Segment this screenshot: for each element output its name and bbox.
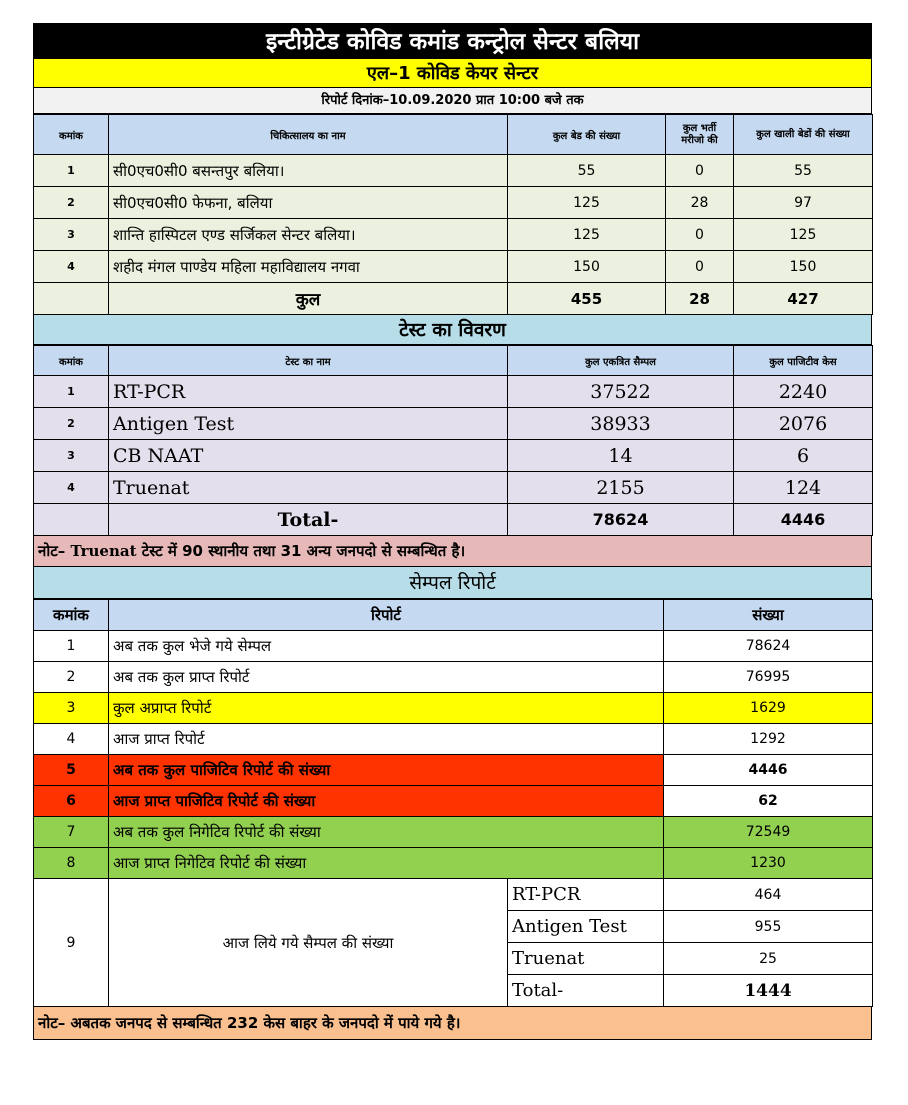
row-sno: 3 (34, 219, 109, 251)
table-row (34, 251, 873, 283)
report-value: 1629 (664, 693, 873, 724)
col-header-admitted: कुल भर्ती मरीजो की (666, 115, 734, 155)
test-name: Antigen Test (109, 408, 508, 440)
tests-table-header (34, 346, 873, 376)
hospital-name: शहीद मंगल पाण्डेय महिला महाविद्यालय नगवा (109, 251, 508, 283)
test-name: RT-PCR (109, 376, 508, 408)
report-label: अब तक कुल भेजे गये सेम्पल (109, 631, 664, 662)
row-sno: 4 (34, 724, 109, 755)
sample-report-table (33, 599, 873, 1007)
table-row (34, 786, 873, 817)
total-samples: 78624 (508, 504, 734, 536)
today-test-value: 25 (664, 943, 873, 975)
total-beds: 455 (508, 283, 666, 315)
report-value: 62 (664, 786, 873, 817)
samples-count: 37522 (508, 376, 734, 408)
table-row (34, 376, 873, 408)
tests-section-title: टेस्ट का विवरण (33, 315, 872, 345)
test-name: Truenat (109, 472, 508, 504)
report-value: 1230 (664, 848, 873, 879)
vacant-count: 150 (734, 251, 873, 283)
table-row (34, 817, 873, 848)
col-header-samples: कुल एकत्रित सैम्पल (508, 346, 734, 376)
col-header-sno: कमांक (34, 346, 109, 376)
table-row (34, 219, 873, 251)
admitted-count: 0 (666, 251, 734, 283)
row-sno: 1 (34, 155, 109, 187)
total-positive: 4446 (734, 504, 873, 536)
col-header-hospital: चिकित्सालय का नाम (109, 115, 508, 155)
row-sno: 1 (34, 631, 109, 662)
today-samples-label: आज लिये गये सैम्पल की संख्या (109, 879, 508, 1007)
samples-count: 2155 (508, 472, 734, 504)
table-row (34, 848, 873, 879)
table-row (34, 187, 873, 219)
beds-count: 125 (508, 219, 666, 251)
note-prefix: नोट– (38, 542, 66, 560)
row-sno: 2 (34, 408, 109, 440)
total-blank (34, 283, 109, 315)
table-row (34, 408, 873, 440)
vacant-count: 97 (734, 187, 873, 219)
table-row (34, 155, 873, 187)
hospital-name: सी0एच0सी0 बसन्तपुर बलिया। (109, 155, 508, 187)
note-test-name: Truenat (70, 542, 137, 560)
today-test-value: 464 (664, 879, 873, 911)
admitted-count: 0 (666, 219, 734, 251)
total-label: Total- (109, 504, 508, 536)
total-vacant: 427 (734, 283, 873, 315)
report-label: आज प्राप्त निगेटिव रिपोर्ट की संख्या (109, 848, 664, 879)
total-admitted: 28 (666, 283, 734, 315)
col-header-vacant: कुल खाली बेडों की संख्या (734, 115, 873, 155)
samples-count: 38933 (508, 408, 734, 440)
table-row (34, 440, 873, 472)
beds-count: 125 (508, 187, 666, 219)
table-row (34, 724, 873, 755)
beds-count: 150 (508, 251, 666, 283)
vacant-count: 55 (734, 155, 873, 187)
admitted-count: 0 (666, 155, 734, 187)
col-header-sno: कमांक (34, 600, 109, 631)
positive-count: 2076 (734, 408, 873, 440)
row-sno: 5 (34, 755, 109, 786)
samples-count: 14 (508, 440, 734, 472)
col-header-count: संख्या (664, 600, 873, 631)
covid-report-sheet (33, 23, 872, 1040)
report-label: अब तक कुल पाजिटिव रिपोर्ट की संख्या (109, 755, 664, 786)
report-label: आज प्राप्त रिपोर्ट (109, 724, 664, 755)
table-row (34, 693, 873, 724)
row-sno: 8 (34, 848, 109, 879)
positive-count: 124 (734, 472, 873, 504)
tests-total-row (34, 504, 873, 536)
report-label: अब तक कुल प्राप्त रिपोर्ट (109, 662, 664, 693)
today-total-label: Total- (508, 975, 664, 1007)
positive-count: 2240 (734, 376, 873, 408)
today-test-value: 955 (664, 911, 873, 943)
col-header-sno: कमांक (34, 115, 109, 155)
beds-table-header (34, 115, 873, 155)
hospital-name: सी0एच0सी0 फेफना, बलिया (109, 187, 508, 219)
positive-count: 6 (734, 440, 873, 472)
row-sno: 6 (34, 786, 109, 817)
report-value: 4446 (664, 755, 873, 786)
row-sno: 4 (34, 251, 109, 283)
today-total-value: 1444 (664, 975, 873, 1007)
col-header-positive: कुल पाजिटीव केस (734, 346, 873, 376)
report-label: आज प्राप्त पाजिटिव रिपोर्ट की संख्या (109, 786, 664, 817)
today-test-name: Antigen Test (508, 911, 664, 943)
sample-report-header (34, 600, 873, 631)
row-sno: 3 (34, 440, 109, 472)
admitted-count: 28 (666, 187, 734, 219)
today-samples-row (34, 879, 873, 911)
beds-count: 55 (508, 155, 666, 187)
row-sno: 2 (34, 187, 109, 219)
hospital-name: शान्ति हास्पिटल एण्ड सर्जिकल सेन्टर बलिया। (109, 219, 508, 251)
table-row (34, 472, 873, 504)
note-text: टेस्ट में 90 स्थानीय तथा 31 अन्य जनपदो से सम्बन्धित है। (141, 542, 466, 560)
row-sno: 1 (34, 376, 109, 408)
vacant-count: 125 (734, 219, 873, 251)
row-sno: 4 (34, 472, 109, 504)
row-sno: 7 (34, 817, 109, 848)
col-header-beds: कुल बेड की संख्या (508, 115, 666, 155)
row-sno: 3 (34, 693, 109, 724)
test-name: CB NAAT (109, 440, 508, 472)
beds-total-row (34, 283, 873, 315)
col-header-test-name: टेस्ट का नाम (109, 346, 508, 376)
row-sno: 9 (34, 879, 109, 1007)
beds-table (33, 114, 873, 315)
table-row (34, 662, 873, 693)
report-value: 78624 (664, 631, 873, 662)
report-label: कुल अप्राप्त रिपोर्ट (109, 693, 664, 724)
total-label: कुल (109, 283, 508, 315)
table-row (34, 755, 873, 786)
today-test-name: RT-PCR (508, 879, 664, 911)
report-subtitle: एल–1 कोविड केयर सेन्टर (33, 59, 872, 88)
report-date: रिपोर्ट दिनांक–10.09.2020 प्रात 10:00 बजे तक (33, 88, 872, 114)
sample-report-title: सेम्पल रिपोर्ट (33, 567, 872, 599)
table-row (34, 631, 873, 662)
truenat-note (33, 536, 872, 567)
outside-district-note: नोट– अबतक जनपद से सम्बन्धित 232 केस बाहर के जनपदो में पाये गये है। (33, 1007, 872, 1040)
total-blank (34, 504, 109, 536)
report-value: 72549 (664, 817, 873, 848)
report-value: 1292 (664, 724, 873, 755)
report-value: 76995 (664, 662, 873, 693)
tests-table (33, 345, 873, 536)
report-title: इन्टीग्रेटेड कोविड कमांड कन्ट्रोल सेन्टर बलिया (33, 23, 872, 59)
report-label: अब तक कुल निगेटिव रिपोर्ट की संख्या (109, 817, 664, 848)
today-test-name: Truenat (508, 943, 664, 975)
row-sno: 2 (34, 662, 109, 693)
col-header-report: रिपोर्ट (109, 600, 664, 631)
